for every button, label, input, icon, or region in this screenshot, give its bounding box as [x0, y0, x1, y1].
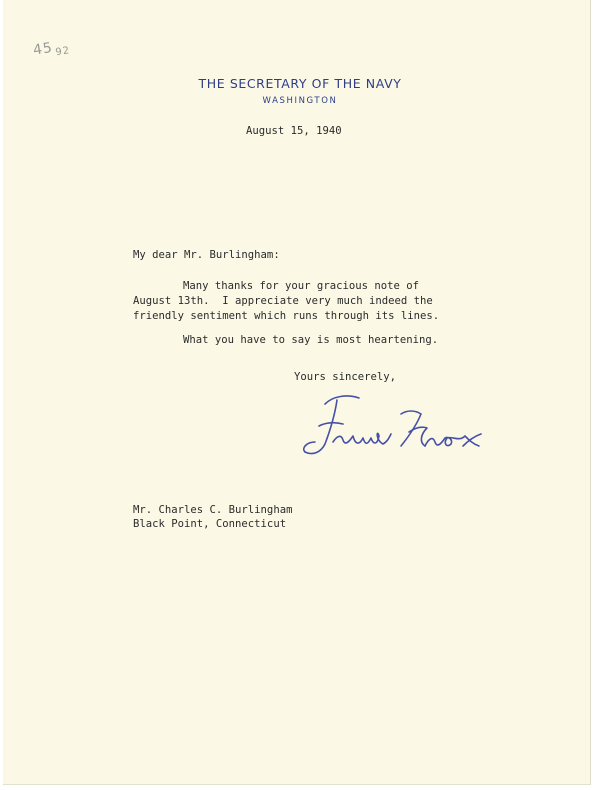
body-line-3: friendly sentiment which runs through its lines.	[133, 310, 440, 322]
letterhead-title: THE SECRETARY OF THE NAVY	[198, 76, 402, 91]
closing: Yours sincerely,	[294, 371, 397, 383]
handwritten-signature	[297, 392, 497, 470]
salutation: My dear Mr. Burlingham:	[133, 249, 280, 261]
body-line-2: August 13th. I appreciate very much indeed the	[133, 295, 433, 307]
pencil-annotation	[32, 37, 71, 59]
recipient-name: Mr. Charles C. Burlingham	[133, 504, 293, 516]
pencil-annotation-main: 45	[31, 39, 55, 59]
body-line-1: Many thanks for your gracious note of	[183, 280, 419, 292]
letterhead-city: WASHINGTON	[262, 96, 338, 106]
pencil-annotation-sub: 92	[54, 45, 72, 59]
recipient-address: Black Point, Connecticut	[133, 518, 287, 530]
letter-date: August 15, 1940	[246, 125, 342, 137]
body-paragraph-2: What you have to say is most heartening.	[183, 334, 439, 346]
